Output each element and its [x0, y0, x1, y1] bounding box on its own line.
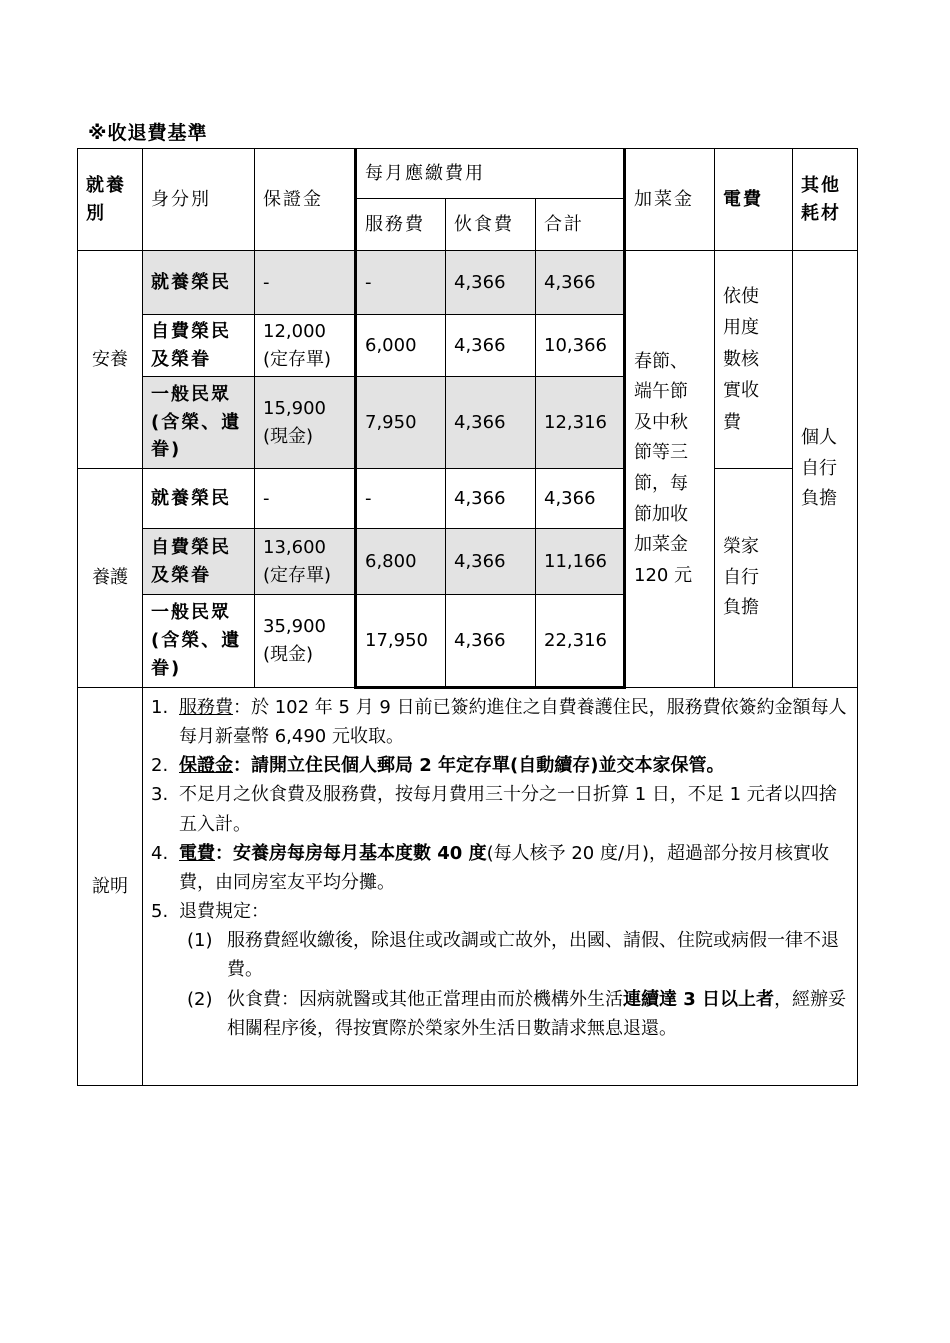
- service-cell: 6,000: [356, 315, 446, 377]
- note-3: [151, 780, 849, 838]
- group-name: 安養: [78, 251, 143, 469]
- note-key: 電費: [179, 842, 215, 864]
- note-text: 退費規定：: [179, 901, 269, 923]
- note-text: 服務費經收繳後，除退住或改調或亡故外，出國、請假、住院或病假一律不退費。: [227, 930, 839, 981]
- identity-cell: 自費榮民 及榮眷: [143, 315, 255, 377]
- note-bold-text: ：安養房每房每月基本度數 40 度: [215, 842, 487, 864]
- food-cell: 4,366: [446, 315, 536, 377]
- note-bold-text: 連續達 3 日以上者: [623, 988, 775, 1010]
- identity-cell: 自費榮民 及榮眷: [143, 529, 255, 595]
- notes-row: [78, 688, 858, 1086]
- food-cell: 4,366: [446, 469, 536, 529]
- food-cell: 4,366: [446, 529, 536, 595]
- header-electric: 電費: [715, 149, 793, 251]
- header-category: 就養 別: [78, 149, 143, 251]
- deposit-cell: 15,900 (現金): [255, 377, 356, 469]
- note-5: [151, 897, 849, 926]
- total-cell: 12,316: [536, 377, 625, 469]
- notes-label: 說明: [78, 688, 143, 1086]
- identity-cell: 就養榮民: [143, 469, 255, 529]
- header-monthly: 每月應繳費用: [356, 149, 625, 199]
- header-service: 服務費: [356, 199, 446, 251]
- note-text: (每人核予 20 度/月)，超過部分按月核實收費，由同房室友平均分攤。: [179, 842, 830, 893]
- identity-cell: 一般民眾 (含榮、遺 眷): [143, 377, 255, 469]
- note-1: [151, 693, 849, 751]
- note-text: ：於 102 年 5 月 9 日前已簽約進住之自費養護住民，服務費依簽約金額每人每月新臺幣 6,490 元收取。: [179, 697, 847, 748]
- electric-cell: 榮家 自行 負擔: [715, 469, 793, 688]
- group-name: 養護: [78, 469, 143, 688]
- electric-cell: 依使 用度 數核 實收 費: [715, 251, 793, 469]
- note-5-sub-1: [151, 926, 849, 984]
- service-cell: 17,950: [356, 595, 446, 688]
- note-text: 伙食費：因病就醫或其他正當理由而於機構外生活: [227, 988, 623, 1010]
- service-cell: 7,950: [356, 377, 446, 469]
- note-4: [151, 839, 849, 897]
- note-text: ：請開立住民個人郵局 2 年定存單(自動續存)並交本家保管。: [233, 755, 725, 777]
- food-cell: 4,366: [446, 377, 536, 469]
- header-food: 伙食費: [446, 199, 536, 251]
- note-number: 3.: [151, 784, 169, 806]
- header-bonus: 加菜金: [625, 149, 715, 251]
- header-total: 合計: [536, 199, 625, 251]
- deposit-cell: 13,600 (定存單): [255, 529, 356, 595]
- total-cell: 11,166: [536, 529, 625, 595]
- bonus-cell: 春節、 端午節 及中秋 節等三 節，每 節加收 加菜金 120 元: [625, 251, 715, 688]
- total-cell: 4,366: [536, 469, 625, 529]
- service-cell: 6,800: [356, 529, 446, 595]
- total-cell: 4,366: [536, 251, 625, 315]
- note-number: 5.: [151, 901, 169, 923]
- fee-table: [77, 148, 858, 1086]
- note-2: [151, 751, 849, 780]
- table-row: [78, 469, 858, 529]
- note-number: (1): [187, 930, 213, 952]
- service-cell: -: [356, 469, 446, 529]
- deposit-cell: -: [255, 469, 356, 529]
- header-other: 其他 耗材: [793, 149, 858, 251]
- header-deposit: 保證金: [255, 149, 356, 251]
- note-text: 不足月之伙食費及服務費，按每月費用三十分之一日折算 1 日，不足 1 元者以四捨五入計。: [179, 784, 837, 835]
- table-row: [78, 251, 858, 315]
- note-number: 1.: [151, 697, 169, 718]
- note-key: 保證金: [179, 755, 233, 777]
- header-identity: 身分別: [143, 149, 255, 251]
- note-text: ，經辦妥相關程序後，得按實際於榮家外生活日數請求無息退還。: [227, 988, 847, 1039]
- total-cell: 10,366: [536, 315, 625, 377]
- deposit-cell: 35,900 (現金): [255, 595, 356, 688]
- service-cell: -: [356, 251, 446, 315]
- note-key: 服務費: [179, 697, 233, 718]
- food-cell: 4,366: [446, 595, 536, 688]
- deposit-cell: 12,000 (定存單): [255, 315, 356, 377]
- notes-cell: [143, 688, 858, 1086]
- food-cell: 4,366: [446, 251, 536, 315]
- identity-cell: 就養榮民: [143, 251, 255, 315]
- deposit-cell: -: [255, 251, 356, 315]
- note-number: (2): [187, 988, 213, 1010]
- other-cell: 個人 自行 負擔: [793, 251, 858, 688]
- identity-cell: 一般民眾 (含榮、遺 眷): [143, 595, 255, 688]
- page-title: ※收退費基準: [88, 122, 208, 144]
- total-cell: 22,316: [536, 595, 625, 688]
- note-number: 4.: [151, 842, 169, 864]
- note-5-sub-2: [151, 985, 849, 1043]
- note-number: 2.: [151, 755, 169, 777]
